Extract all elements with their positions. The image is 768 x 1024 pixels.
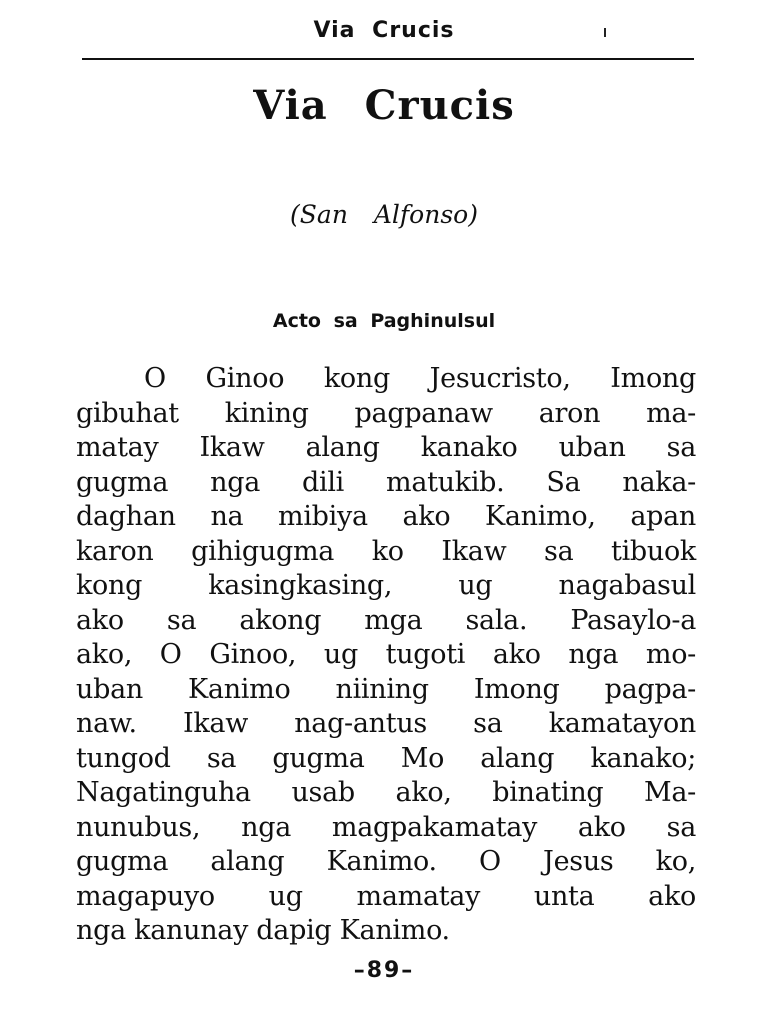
page-subtitle: (San Alfonso): [290, 200, 478, 229]
paragraph-line: Nagatinguha usab ako, binating Ma-: [76, 777, 696, 808]
paragraph-line: gugma nga dili matukib. Sa naka-: [76, 466, 696, 498]
paragraph-line: O Ginoo kong Jesucristo, Imong: [144, 363, 696, 394]
header-mark: [604, 28, 606, 37]
running-header: Via Crucis: [313, 18, 455, 43]
page-number: –89–: [353, 958, 415, 983]
paragraph-line: kong kasingkasing, ug nagabasul: [76, 570, 696, 601]
page-title: Via Crucis: [253, 82, 515, 129]
paragraph-line: daghan na mibiya ako Kanimo, apan: [76, 501, 696, 532]
paragraph-line: tungod sa gugma Mo alang kanako;: [76, 742, 696, 774]
paragraph-line: gibuhat kining pagpanaw aron ma-: [76, 397, 696, 429]
header-rule: [82, 58, 694, 60]
paragraph-line: naw. Ikaw nag-antus sa kamatayon: [76, 708, 696, 739]
paragraph-line: nunubus, nga magpakamatay ako sa: [76, 811, 696, 843]
paragraph-line: uban Kanimo niining Imong pagpa-: [76, 673, 696, 705]
paragraph-line: gugma alang Kanimo. O Jesus ko,: [76, 846, 696, 877]
paragraph-line: matay Ikaw alang kanako uban sa: [76, 432, 696, 463]
prayer-paragraph: [76, 362, 696, 949]
paragraph-line: nga kanunay dapig Kanimo.: [76, 915, 450, 946]
paragraph-line: ako, O Ginoo, ug tugoti ako nga mo-: [76, 639, 696, 670]
paragraph-line: ako sa akong mga sala. Pasaylo-a: [76, 604, 696, 636]
section-heading: Acto sa Paghinulsul: [272, 310, 496, 332]
paragraph-line: magapuyo ug mamatay unta ako: [76, 880, 696, 912]
paragraph-line: karon gihigugma ko Ikaw sa tibuok: [76, 535, 696, 567]
